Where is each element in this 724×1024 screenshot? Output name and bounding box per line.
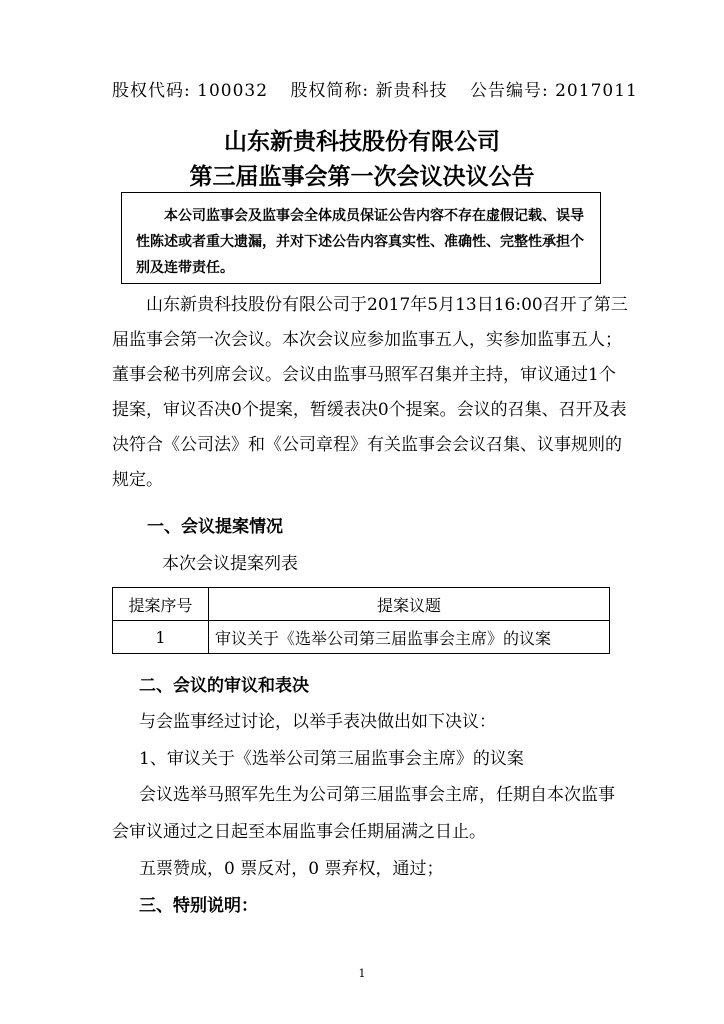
disclaimer-line: 本公司监事会及监事会全体成员保证公告内容不存在虚假记载、误导 (164, 208, 584, 224)
election-text-line: 会议选举马照军先生为公司第三届监事会主席，任期自本次监事 (139, 785, 615, 805)
stock-short-name: 股权简称: 新贵科技 (290, 81, 448, 101)
table-header-row (113, 588, 610, 621)
intro-line: 山东新贵科技股份有限公司于2017年5月13日16:00召开了第三 (146, 295, 628, 315)
proposals-table (112, 587, 610, 654)
intro-line: 届监事会第一次会议。本次会议应参加监事五人，实参加监事五人； (112, 330, 622, 350)
column-header-subject: 提案议题 (209, 588, 610, 621)
proposal-subject: 审议关于《选举公司第三届监事会主席》的议案 (209, 621, 610, 654)
disclaimer-line: 别及连带责任。 (136, 260, 234, 276)
table-row (113, 621, 610, 654)
disclaimer-line: 性陈述或者重大遗漏，并对下述公告内容真实性、准确性、完整性承担个 (136, 234, 584, 250)
company-title: 山东新贵科技股份有限公司 (224, 128, 500, 155)
discussion-text: 与会监事经过讨论，以举手表决做出如下决议： (139, 712, 496, 732)
vote-result: 五票赞成，0 票反对，0 票弃权，通过； (139, 859, 444, 879)
section-heading-review: 二、会议的审议和表决 (139, 676, 309, 696)
intro-line: 董事会秘书列席会议。会议由监事马照军召集并主持，审议通过1个 (112, 365, 616, 385)
page-number: 1 (358, 967, 366, 980)
election-text-line: 会审议通过之日起至本届监事会任期届满之日止。 (112, 822, 486, 842)
announcement-header (112, 76, 638, 101)
announcement-number: 公告编号: 2017011 (469, 81, 638, 101)
resolution-item-title: 1、审议关于《选举公司第三届监事会主席》的议案 (139, 749, 524, 769)
stock-code: 股权代码: 100032 (112, 81, 269, 101)
intro-line: 提案，审议否决0个提案，暂缓表决0个提案。会议的召集、召开及表 (112, 400, 627, 420)
column-header-number: 提案序号 (113, 588, 209, 621)
announcement-title: 第三届监事会第一次会议决议公告 (189, 163, 535, 190)
intro-line: 规定。 (112, 470, 163, 490)
table-caption: 本次会议提案列表 (162, 554, 298, 574)
section-heading-special-notes: 三、特别说明： (139, 896, 258, 916)
intro-line: 决符合《公司法》和《公司章程》有关监事会会议召集、议事规则的 (112, 435, 622, 455)
intro-paragraph (112, 288, 628, 498)
disclaimer-box (121, 192, 601, 284)
section-heading-proposals: 一、会议提案情况 (147, 517, 283, 537)
proposal-number: 1 (113, 621, 209, 654)
